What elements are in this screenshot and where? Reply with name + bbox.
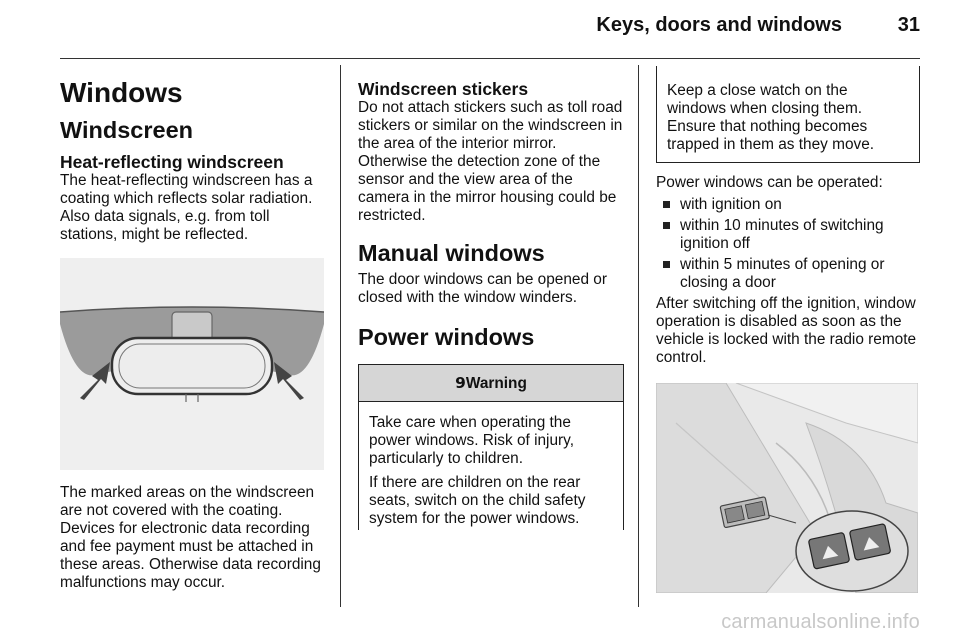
- heading-power-windows: Power windows: [358, 324, 535, 350]
- warning-box: [358, 364, 624, 530]
- paragraph-marked-areas: The marked areas on the windscreen are not covered with the coating. Devices for electronic data recording and fee payment must be attached in these areas. Otherwise data recording malfunctions may occur.: [60, 484, 321, 591]
- section-title-windows: Windows: [60, 77, 183, 108]
- door-panel-illustration: [656, 383, 918, 593]
- column-divider: [638, 65, 639, 607]
- header-rule: [60, 58, 920, 59]
- warning-body: [359, 402, 623, 528]
- power-window-switch-figure: [656, 383, 918, 593]
- paragraph-after-ignition-off: After switching off the ignition, window operation is disabled as soon as the vehicle is locked with the radio remote control.: [656, 295, 917, 366]
- list-item: within 5 minutes of opening or closing a door: [656, 256, 922, 292]
- bullet-square-icon: [663, 201, 670, 208]
- list-item: with ignition on: [656, 196, 922, 214]
- windscreen-mirror-figure: [60, 258, 324, 470]
- operation-conditions-list: [656, 196, 922, 292]
- list-item: within 10 minutes of switching ignition off: [656, 217, 922, 253]
- watermark: carmanualsonline.info: [721, 611, 920, 633]
- column-divider: [340, 65, 341, 607]
- rear-view-mirror: [112, 338, 272, 394]
- page-header-title: Keys, doors and windows: [596, 14, 842, 36]
- heading-manual-windows: Manual windows: [358, 240, 545, 266]
- warning-header: [359, 364, 623, 402]
- column-2: [358, 79, 626, 351]
- heading-heat-reflecting: Heat-reflecting windscreen: [60, 152, 284, 172]
- warning-paragraph-1: Take care when operating the power windows. Risk of injury, particularly to children.: [369, 414, 574, 467]
- paragraph-heat-reflecting: The heat-reflecting windscreen has a coating which reflects solar radiation. Also data signals, e.g. from toll stations, might be reflected.: [60, 172, 313, 243]
- caution-note-text: Keep a close watch on the windows when closing them. Ensure that nothing becomes trapped in them as they move.: [667, 82, 875, 153]
- bullet-square-icon: [663, 222, 670, 229]
- bullet-square-icon: [663, 261, 670, 268]
- warning-title: Warning: [465, 375, 527, 392]
- page-number: 31: [897, 14, 920, 36]
- warning-triangle-icon: 9: [455, 374, 466, 392]
- paragraph-power-windows-operated: Power windows can be operated:: [656, 174, 883, 191]
- warning-paragraph-2: If there are children on the rear seats, switch on the child safety system for the power windows.: [369, 474, 586, 527]
- windscreen-mirror-illustration: [60, 258, 324, 470]
- column-3: [656, 174, 922, 367]
- paragraph-stickers: Do not attach stickers such as toll road stickers or similar on the windscreen in the area of the interior mirror. Otherwise the detection zone of the sensor and the view area of the camera in the mirror housing could be restricted.: [358, 99, 623, 224]
- heading-windscreen-stickers: Windscreen stickers: [358, 79, 529, 99]
- paragraph-manual-windows: The door windows can be opened or closed with the window winders.: [358, 271, 607, 306]
- column-1: [60, 76, 328, 244]
- caution-note-box: [656, 66, 920, 163]
- subsection-title-windscreen: Windscreen: [60, 117, 193, 143]
- column-1-lower: [60, 484, 328, 592]
